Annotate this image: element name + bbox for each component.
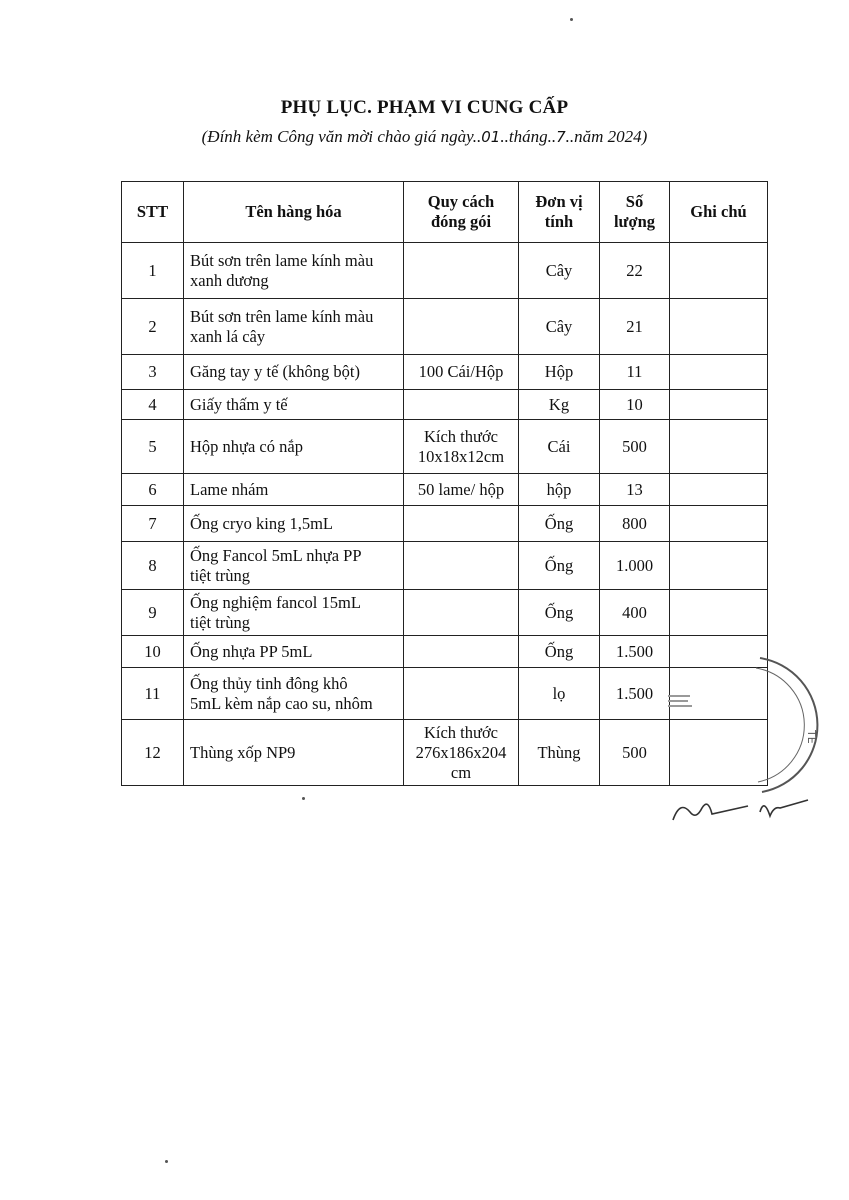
- cell-packaging: [404, 390, 519, 420]
- cell-unit: Cây: [519, 299, 600, 355]
- header-quantity-line2: lượng: [613, 212, 656, 231]
- cell-unit: lọ: [519, 668, 600, 720]
- signature: [668, 790, 813, 830]
- cell-quantity: 21: [600, 299, 670, 355]
- item-name-line1: Ống thủy tinh đông khô: [190, 673, 348, 693]
- cell-item-name: [184, 720, 404, 786]
- speck: [570, 18, 573, 21]
- packaging-line1: Kích thước: [423, 722, 499, 742]
- page-subtitle: [0, 127, 849, 147]
- cell-quantity: 500: [600, 420, 670, 474]
- cell-note: [670, 390, 768, 420]
- table-row: [122, 390, 768, 420]
- cell-packaging: [404, 590, 519, 636]
- cell-item-name: [184, 590, 404, 636]
- cell-packaging: [404, 474, 519, 506]
- table-row: [122, 299, 768, 355]
- cell-stt: 11: [122, 668, 184, 720]
- cell-unit: Hộp: [519, 355, 600, 390]
- cell-packaging: [404, 636, 519, 668]
- cell-quantity: 10: [600, 390, 670, 420]
- cell-stt: 9: [122, 590, 184, 636]
- header-packaging-line2: đóng gói: [430, 212, 492, 231]
- packaging-line2: 10x18x12cm: [417, 446, 505, 466]
- table-row: [122, 720, 768, 786]
- table-row: [122, 420, 768, 474]
- stamp-marks: [668, 695, 692, 710]
- subtitle-prefix: (Đính kèm Công văn mời chào giá ngày..: [201, 127, 482, 146]
- item-name-line1: Bút sơn trên lame kính màu: [190, 306, 374, 326]
- seal-text: TE: [805, 730, 818, 744]
- cell-quantity: 800: [600, 506, 670, 542]
- cell-stt: 6: [122, 474, 184, 506]
- cell-item-name: [184, 636, 404, 668]
- stamp-seal: [690, 650, 840, 800]
- item-name-line1: Ống cryo king 1,5mL: [190, 513, 333, 533]
- cell-unit: Ống: [519, 636, 600, 668]
- table-row: [122, 243, 768, 299]
- cell-unit: Ống: [519, 542, 600, 590]
- cell-quantity: 1.500: [600, 636, 670, 668]
- packaging-line1: 100 Cái/Hộp: [418, 362, 504, 381]
- cell-quantity: 500: [600, 720, 670, 786]
- table-row: [122, 355, 768, 390]
- speck: [302, 797, 305, 800]
- cell-note: [670, 474, 768, 506]
- item-name-line2: tiệt trùng: [190, 612, 251, 632]
- cell-item-name: [184, 506, 404, 542]
- cell-stt: 2: [122, 299, 184, 355]
- cell-packaging: [404, 668, 519, 720]
- cell-stt: 12: [122, 720, 184, 786]
- table-row: [122, 506, 768, 542]
- cell-unit: hộp: [519, 474, 600, 506]
- cell-stt: 10: [122, 636, 184, 668]
- cell-packaging: [404, 299, 519, 355]
- table-row: [122, 590, 768, 636]
- cell-item-name: [184, 542, 404, 590]
- subtitle-suffix: ..năm 2024): [565, 127, 648, 146]
- cell-packaging: [404, 506, 519, 542]
- cell-quantity: 400: [600, 590, 670, 636]
- cell-note: [670, 243, 768, 299]
- cell-packaging: [404, 420, 519, 474]
- cell-packaging: [404, 355, 519, 390]
- cell-stt: 3: [122, 355, 184, 390]
- cell-note: [670, 590, 768, 636]
- cell-unit: Ống: [519, 590, 600, 636]
- cell-stt: 8: [122, 542, 184, 590]
- table-header-row: [122, 182, 768, 243]
- item-name-line1: Thùng xốp NP9: [190, 742, 296, 762]
- packaging-line1: 50 lame/ hộp: [417, 479, 505, 499]
- subtitle-day: 01: [481, 128, 501, 146]
- header-stt: STT: [122, 182, 184, 243]
- cell-stt: 7: [122, 506, 184, 542]
- item-name-line1: Hộp nhựa có nắp: [190, 436, 303, 456]
- cell-item-name: [184, 299, 404, 355]
- header-unit: [519, 182, 600, 243]
- ink-mark: [668, 705, 692, 707]
- cell-unit: Thùng: [519, 720, 600, 786]
- cell-stt: 1: [122, 243, 184, 299]
- cell-item-name: [184, 668, 404, 720]
- cell-quantity: 1.500: [600, 668, 670, 720]
- subtitle-mid: ..tháng..: [500, 127, 557, 146]
- header-name: Tên hàng hóa: [184, 182, 404, 243]
- cell-item-name: [184, 420, 404, 474]
- cell-packaging: [404, 243, 519, 299]
- item-name-line1: Ống Fancol 5mL nhựa PP: [190, 545, 362, 565]
- ink-mark: [668, 700, 688, 702]
- cell-note: [670, 355, 768, 390]
- ink-mark: [668, 695, 690, 697]
- item-name-line1: Bút sơn trên lame kính màu: [190, 250, 374, 270]
- cell-note: [670, 420, 768, 474]
- packaging-line2: 276x186x204: [415, 742, 507, 762]
- cell-quantity: 1.000: [600, 542, 670, 590]
- packaging-line3: cm: [450, 762, 472, 782]
- cell-unit: Ống: [519, 506, 600, 542]
- cell-packaging: [404, 720, 519, 786]
- speck: [165, 1160, 168, 1163]
- header-quantity: [600, 182, 670, 243]
- cell-quantity: 13: [600, 474, 670, 506]
- item-name-line2: xanh lá cây: [190, 326, 266, 346]
- header-packaging-line1: Quy cách: [427, 192, 495, 211]
- header-note: Ghi chú: [670, 182, 768, 243]
- packaging-line1: Kích thước: [423, 426, 499, 446]
- cell-note: [670, 542, 768, 590]
- cell-packaging: [404, 542, 519, 590]
- table-row: [122, 542, 768, 590]
- cell-quantity: 22: [600, 243, 670, 299]
- cell-item-name: [184, 390, 404, 420]
- cell-note: [670, 506, 768, 542]
- item-name-line1: Ống nghiệm fancol 15mL: [190, 592, 361, 612]
- item-name-line2: xanh dương: [190, 270, 269, 290]
- header-packaging: [404, 182, 519, 243]
- cell-unit: Kg: [519, 390, 600, 420]
- item-name-line1: Găng tay y tế (không bột): [190, 362, 361, 381]
- item-name-line2: 5mL kèm nắp cao su, nhôm: [190, 693, 373, 713]
- item-name-line1: Ống nhựa PP 5mL: [190, 641, 313, 661]
- cell-unit: Cái: [519, 420, 600, 474]
- cell-stt: 4: [122, 390, 184, 420]
- page-title: PHỤ LỤC. PHẠM VI CUNG CẤP: [280, 97, 569, 118]
- cell-note: [670, 299, 768, 355]
- table-row: [122, 668, 768, 720]
- item-name-line1: Giấy thấm y tế: [190, 394, 288, 414]
- cell-item-name: [184, 355, 404, 390]
- cell-unit: Cây: [519, 243, 600, 299]
- cell-item-name: [184, 474, 404, 506]
- header-quantity-line1: Số: [625, 192, 644, 211]
- cell-item-name: [184, 243, 404, 299]
- header-unit-line1: Đơn vị: [535, 192, 583, 211]
- header-unit-line2: tính: [544, 212, 574, 231]
- cell-quantity: 11: [600, 355, 670, 390]
- item-name-line2: tiệt trùng: [190, 565, 251, 585]
- cell-stt: 5: [122, 420, 184, 474]
- item-name-line1: Lame nhám: [190, 479, 269, 499]
- table-row: [122, 474, 768, 506]
- subtitle-month: 7: [556, 128, 566, 146]
- table-row: [122, 636, 768, 668]
